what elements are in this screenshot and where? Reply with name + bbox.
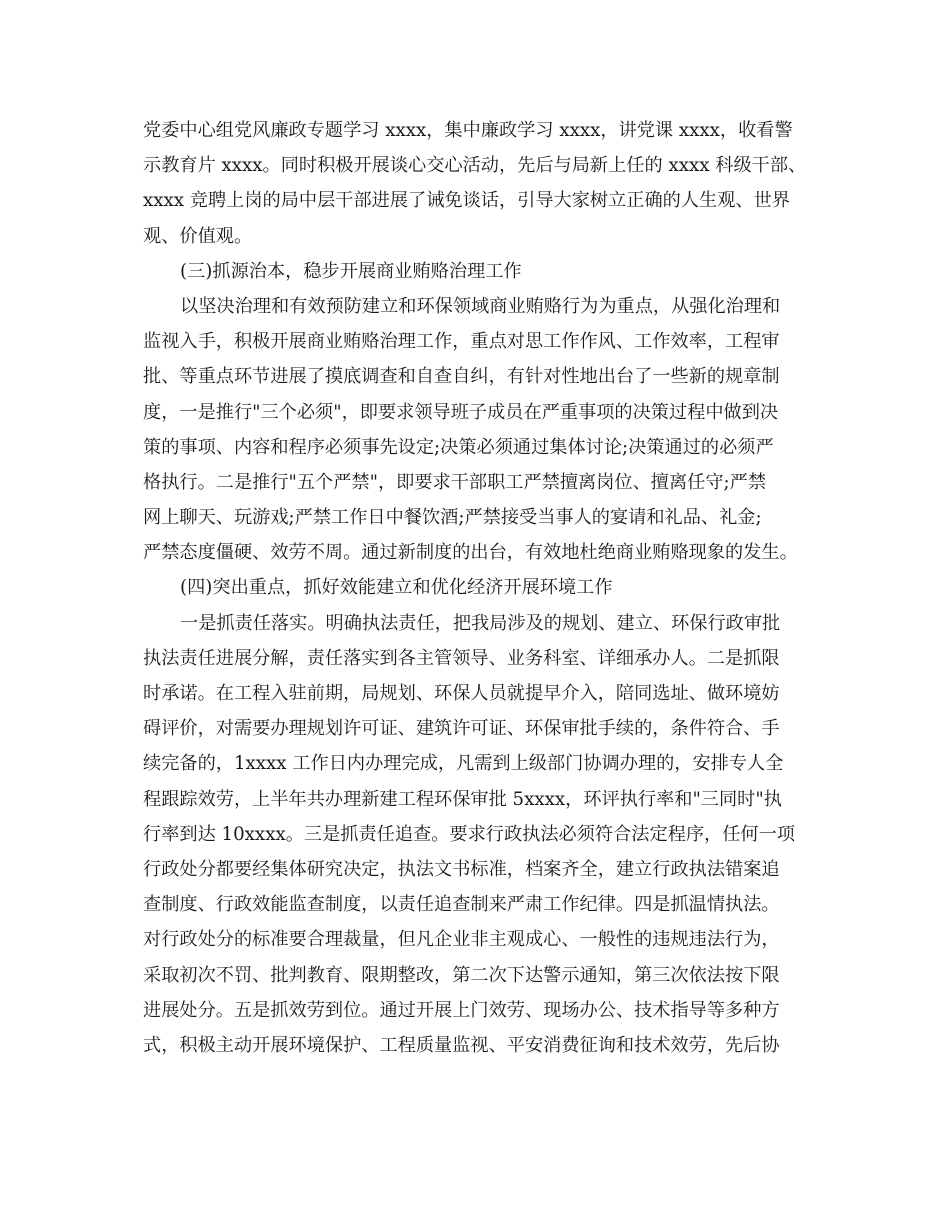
- text-line: 以坚决治理和有效预防建立和环保领域商业贿赂行为为重点，从强化治理和: [180, 295, 781, 317]
- text-line: (三)抓源治本，稳步开展商业贿赂治理工作: [180, 260, 522, 282]
- text-line: 采取初次不罚、批判教育、限期整改，第二次下达警示通知，第三次依法按下限: [143, 964, 780, 986]
- text-line: 格执行。二是推行"五个严禁"，即要求干部职工严禁擅离岗位、擅离任守;严禁: [143, 471, 767, 493]
- text-line: 监视入手，积极开展商业贿赂治理工作，重点对思工作作风、工作效率，工程审: [143, 331, 780, 353]
- text-line: 查制度、行政效能监查制度，以责任追查制来严肃工作纪律。四是抓温情执法。: [143, 894, 780, 916]
- text-line: 严禁态度僵硬、效劳不周。通过新制度的出台，有效地杜绝商业贿赂现象的发生。: [143, 542, 798, 564]
- text-line: 网上聊天、玩游戏;严禁工作日中餐饮酒;严禁接受当事人的宴请和礼品、礼金;: [143, 507, 762, 529]
- text-line: 程跟踪效劳，上半年共办理新建工程环保审批 5xxxx，环评执行率和"三同时"执: [143, 788, 782, 810]
- text-line: 式，积极主动开展环境保护、工程质量监视、平安消费征询和技术效劳，先后协: [143, 1034, 780, 1056]
- text-line: 进展处分。五是抓效劳到位。通过开展上门效劳、现场办公、技术指导等多种方: [143, 999, 780, 1021]
- text-line: 碍评价，对需要办理规划许可证、建筑许可证、环保审批手续的，条件符合、手: [143, 718, 780, 740]
- text-line: 一是抓责任落实。明确执法责任，把我局涉及的规划、建立、环保行政审批: [180, 612, 781, 634]
- text-line: 党委中心组党风廉政专题学习 xxxx，集中廉政学习 xxxx，讲党课 xxxx，收看警: [143, 120, 793, 141]
- text-line: 行政处分都要经集体研究决定，执法文书标准，档案齐全，建立行政执法错案追: [143, 858, 780, 880]
- text-line: 时承诺。在工程入驻前期，局规划、环保人员就提早介入，陪同选址、做环境妨: [143, 683, 780, 704]
- text-line: 行率到达 10xxxx。三是抓责任追查。要求行政执法必须符合法定程序，任何一项: [143, 823, 795, 845]
- text-line: 批、等重点环节进展了摸底调查和自查自纠，有针对性地出台了一些新的规章制: [143, 366, 780, 388]
- document-body: [143, 113, 813, 1063]
- text-line: 示教育片 xxxx。同时积极开展谈心交心活动，先后与局新上任的 xxxx 科级干部、: [143, 155, 807, 177]
- text-line: 对行政处分的标准要合理裁量，但凡企业非主观成心、一般性的违规违法行为，: [143, 929, 780, 951]
- text-line: 续完备的，1xxxx 工作日内办理完成，凡需到上级部门协调办理的，安排专人全: [143, 753, 784, 775]
- text-line: (四)突出重点，抓好效能建立和优化经济开展环境工作: [180, 577, 613, 599]
- text-line: xxxx 竞聘上岗的局中层干部进展了诫免谈话，引导大家树立正确的人生观、世界: [143, 190, 790, 212]
- text-line: 策的事项、内容和程序必须事先设定;决策必须通过集体讨论;决策通过的必须严: [143, 436, 774, 458]
- text-line: 观、价值观。: [143, 225, 253, 247]
- text-line: 度，一是推行"三个必须"，即要求领导班子成员在严重事项的决策过程中做到决: [143, 401, 779, 423]
- text-line: 执法责任进展分解，责任落实到各主管领导、业务科室、详细承办人。二是抓限: [143, 647, 780, 669]
